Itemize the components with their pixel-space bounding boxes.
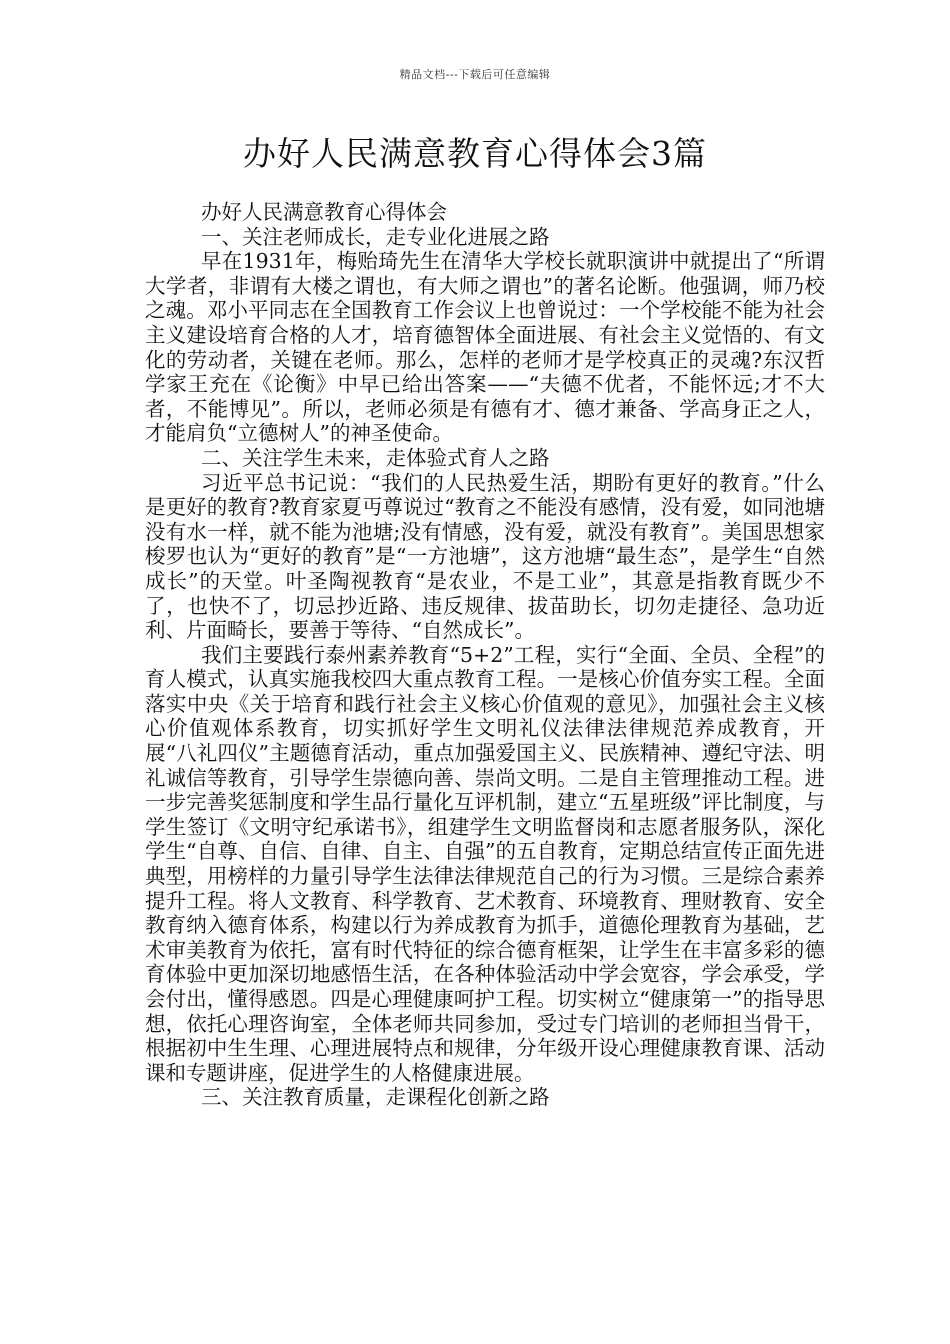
document-body bbox=[145, 200, 825, 1110]
section-heading-1: 一、关注老师成长，走专业化进展之路 bbox=[201, 224, 550, 249]
section-heading-3: 三、关注教育质量，走课程化创新之路 bbox=[201, 1085, 550, 1110]
document-title: 办好人民满意教育心得体会3篇 bbox=[243, 134, 707, 173]
paragraph: 早在1931年，梅贻琦先生在清华大学校长就职演讲中就提出了“所谓大学者，非谓有大楼之谓也，有大师之谓也”的著名论断。他强调，师乃校之魂。邓小平同志在全国教育工作会议上也曾说过：一个学校能不能为社会主义建设培育合格的人才，培育德智体全面进展、有社会主义觉悟的、有文化的劳动者，关键在老师。那么，怎样的老师才是学校真正的灵魂?东汉哲学家王充在《论衡》中早已给出答案——“夫德不优者，不能怀远;才不大者，不能博见”。所以，老师必须是有德有才、德才兼备、学高身正之人，才能肩负“立德树人”的神圣使命。 bbox=[145, 249, 825, 446]
section-heading-2: 二、关注学生未来，走体验式育人之路 bbox=[201, 445, 550, 470]
header-note: 精品文档---下载后可任意编辑 bbox=[399, 68, 551, 81]
paragraph: 我们主要践行泰州素养教育“5+2”工程，实行“全面、全员、全程”的育人模式，认真实施我校四大重点教育工程。一是核心价值夯实工程。全面落实中央《关于培育和践行社会主义核心价值观的意见》，加强社会主义核心价值观体系教育，切实抓好学生文明礼仪法律法律规范养成教育，开展“八礼四仪”主题德育活动，重点加强爱国主义、民族精神、遵纪守法、明礼诚信等教育，引导学生崇德向善、崇尚文明。二是自主管理推动工程。进一步完善奖惩制度和学生品行量化互评机制，建立“五星班级”评比制度，与学生签订《文明守纪承诺书》，组建学生文明监督岗和志愿者服务队，深化学生“自尊、自信、自律、自主、自强”的五自教育，定期总结宣传正面先进典型，用榜样的力量引导学生法律法律规范自己的行为习惯。三是综合素养提升工程。将人文教育、科学教育、艺术教育、环境教育、理财教育、安全教育纳入德育体系，构建以行为养成教育为抓手，道德伦理教育为基础，艺术审美教育为依托，富有时代特征的综合德育框架，让学生在丰富多彩的德育体验中更加深切地感悟生活，在各种体验活动中学会宽容，学会承受，学会付出，懂得感恩。四是心理健康呵护工程。切实树立“健康第一”的指导思想，依托心理咨询室，全体老师共同参加，受过专门培训的老师担当骨干，根据初中生生理、心理进展特点和规律，分年级开设心理健康教育课、活动课和专题讲座，促进学生的人格健康进展。 bbox=[145, 642, 825, 1085]
document-subtitle: 办好人民满意教育心得体会 bbox=[201, 200, 447, 224]
paragraph: 习近平总书记说：“我们的人民热爱生活，期盼有更好的教育。”什么是更好的教育?教育家夏丏尊说过“教育之不能没有感情，没有爱，如同池塘没有水一样，就不能为池塘;没有情感，没有爱，就没有教育”。美国思想家梭罗也认为“更好的教育”是“一方池塘”，这方池塘“最生态”，是学生“自然成长”的天堂。叶圣陶视教育“是农业，不是工业”，其意是指教育既少不了，也快不了，切忌抄近路、违反规律、拔苗助长，切勿走捷径、急功近利、片面畸长，要善于等待、“自然成长”。 bbox=[145, 470, 825, 643]
